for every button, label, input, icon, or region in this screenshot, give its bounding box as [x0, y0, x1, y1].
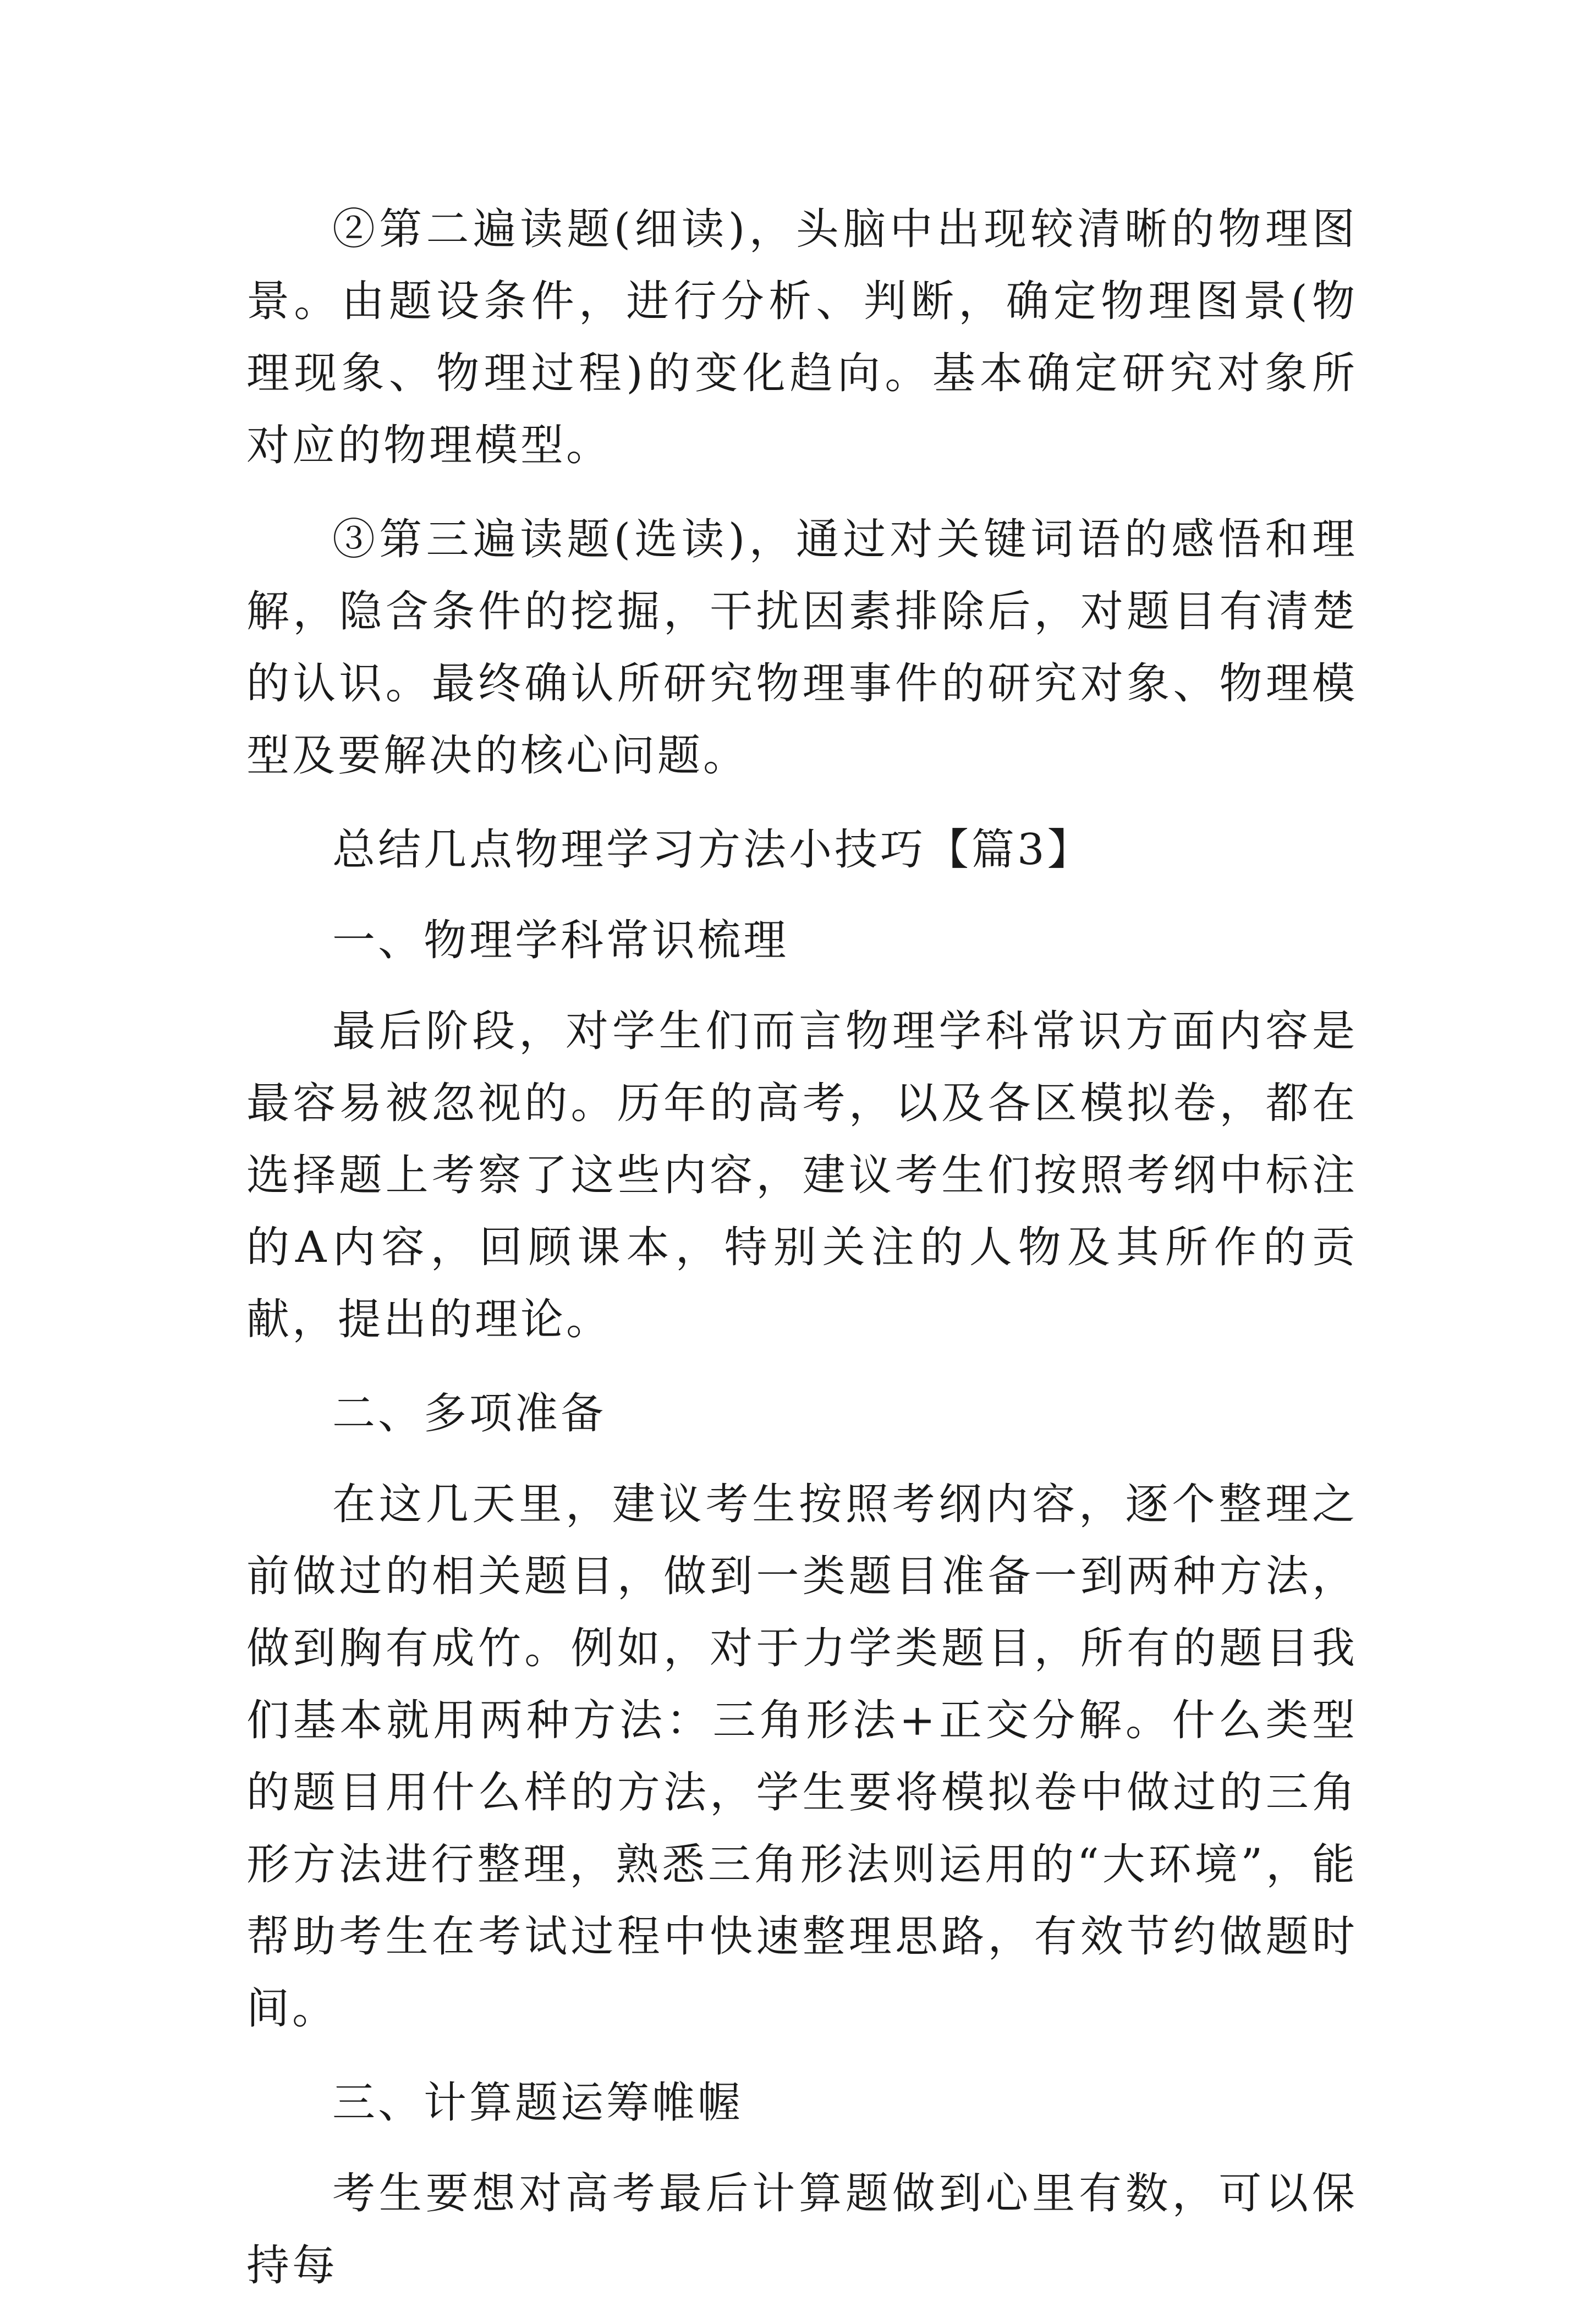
paragraph-second-reading: ②第二遍读题(细读)，头脑中出现较清晰的物理图景。由题设条件，进行分析、判断，确定物理图景(物理现象、物理过程)的变化趋向。基本确定研究对象所对应的物理模型。	[246, 205, 1358, 470]
paragraph-common-knowledge: 最后阶段，对学生们而言物理学科常识方面内容是最容易被忽视的。历年的高考，以及各区模拟卷，都在选择题上考察了这些内容，建议考生们按照考纲中标注的A内容，回顾课本，特别关注的人物及其所作的贡献，提出的理论。	[246, 1007, 1358, 1344]
heading-multiple-preparation: 二、多项准备	[332, 1389, 607, 1438]
paragraph-calculation: 考生要想对高考最后计算题做到心里有数，可以保持每	[246, 2169, 1358, 2290]
heading-calculation: 三、计算题运筹帷幄	[332, 2078, 744, 2128]
document-body	[246, 194, 1358, 2324]
paragraph-third-reading: ③第三遍读题(选读)，通过对关键词语的感悟和理解，隐含条件的挖掘，干扰因素排除后，对题目有清楚的认识。最终确认所研究物理事件的研究对象、物理模型及要解决的核心问题。	[246, 515, 1358, 781]
section-title: 总结几点物理学习方法小技巧【篇3】	[332, 825, 1093, 875]
heading-common-knowledge: 一、物理学科常识梳理	[332, 916, 789, 965]
paragraph-multiple-preparation: 在这几天里，建议考生按照考纲内容，逐个整理之前做过的相关题目，做到一类题目准备一到两种方法，做到胸有成竹。例如，对于力学类题目，所有的题目我们基本就用两种方法：三角形法+正交分解。什么类型的题目用什么样的方法，学生要将模拟卷中做过的三角形方法进行整理，熟悉三角形法则运用的“大环境”，能帮助考生在考试过程中快速整理思路，有效节约做题时间。	[246, 1480, 1358, 2034]
